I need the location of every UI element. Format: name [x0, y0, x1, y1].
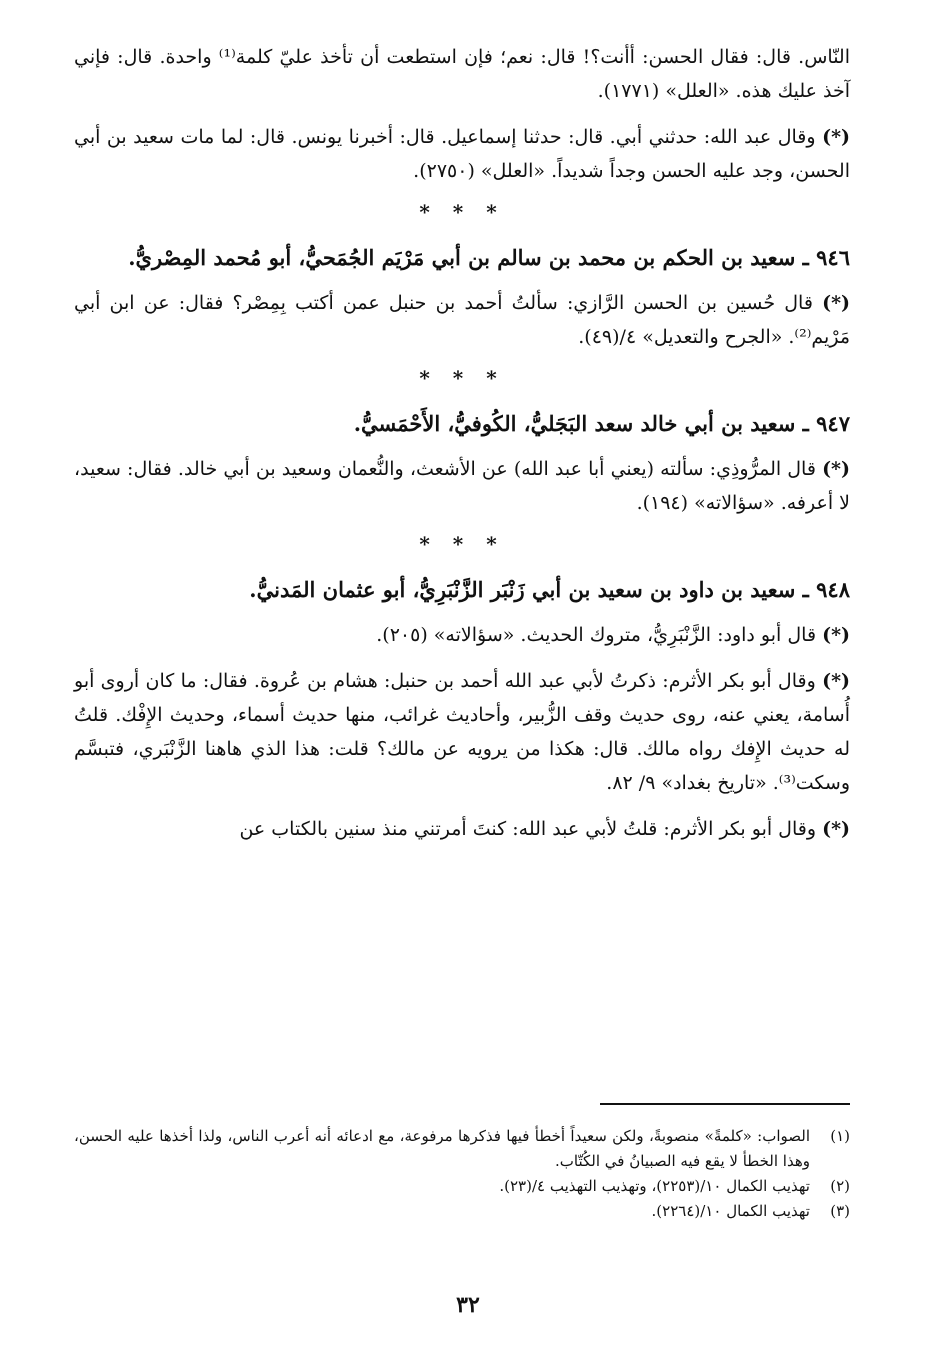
- section-separator: * * *: [419, 532, 505, 556]
- paragraph-text: وقال أبو بكر الأثرم: ذكرتُ لأبي عبد الله أحمد بن حنبل: هشام بن عُروة. فقال: ما كان أروى أبو أُسامة، يعني عنه، روى حديث وقف الزُّبير، وأحاديث غرائب، منها حديث أسماء، وحديث الإِفْك. قلتُ له حديث الإِفك رواه مالك. قال: هكذا من يرويه عن مالك؟ قلت: هذا الذي هاهنا الزَّنْبَري، فتبسَّم وسكت⁽³⁾. «تاريخ بغداد» ٩/ ٨٢.: [74, 670, 850, 794]
- paragraph: [74, 452, 850, 520]
- footnote-number: (٢): [830, 1177, 850, 1195]
- footnote-text: الصواب: «كلمةً» منصوبةً، ولكن سعيداً أخطأ فيها فذكرها مرفوعة، مع ادعائه أنه أعرب الناس، ولذا أخذها عليه الحسن، وهذا الخطأ لا يقع فيه الصبيانُ في الكُتّاب.: [74, 1127, 810, 1170]
- footnote-text: تهذيب الكمال ١٠/(٢٢٥٣)، وتهذيب التهذيب ٤/(٢٣).: [499, 1177, 810, 1195]
- paragraph: [74, 812, 850, 846]
- section-separator: * * *: [419, 200, 505, 224]
- paragraph-text: قال المرُّوذِي: سألته (يعني أبا عبد الله) عن الأشعث، والنُّعمان وسعيد بن أبي خالد. فقال: سعيد، لا أعرفه. «سؤالاته» (١٩٤).: [74, 458, 850, 514]
- paragraph-text: وقال عبد الله: حدثني أبي. قال: حدثنا إسماعيل. قال: أخبرنا يونس. قال: لما مات سعيد بن أبي الحسن، وجد عليه الحسن وجداً شديداً. «العلل» (٢٧٥٠).: [74, 126, 850, 182]
- paragraph-continuation: [74, 40, 850, 108]
- paragraph: [74, 664, 850, 800]
- star-marker: (*): [822, 624, 850, 646]
- footnote: [74, 1124, 850, 1174]
- paragraph-text: قال حُسين بن الحسن الرَّازي: سألتُ أحمد بن حنبل عمن أكتب بِمِصْر؟ فقال: عن ابن أبي مَرْيم⁽²⁾. «الجرح والتعديل» ٤/(٤٩).: [74, 292, 850, 348]
- footnote: [74, 1199, 850, 1224]
- paragraph-text: قال أبو داود: الزَّنْبَرِيُّ، متروك الحديث. «سؤالاته» (٢٠٥).: [376, 624, 817, 646]
- section-separator: * * *: [419, 366, 505, 390]
- footnote-text: تهذيب الكمال ١٠/(٢٢٦٤).: [651, 1202, 810, 1220]
- star-marker: (*): [822, 292, 850, 314]
- footnote: [74, 1174, 850, 1199]
- page-number: ٣٢: [456, 1292, 480, 1318]
- paragraph: [74, 120, 850, 188]
- star-marker: (*): [822, 670, 850, 692]
- entry-heading: ٩٤٦ ـ سعيد بن الحكم بن محمد بن سالم بن أبي مَرْيَم الجُمَحيُّ، أبو مُحمد المِصْريُّ.: [128, 245, 850, 270]
- star-marker: (*): [822, 126, 850, 148]
- page-body: [74, 40, 850, 858]
- paragraph-text: النّاس. قال: فقال الحسن: أأنت؟! قال: نعم؛ فإن استطعت أن تأخذ عليّ كلمة⁽¹⁾ واحدة. قال: فإني آخذ عليك هذه. «العلل» (١٧٧١).: [74, 46, 850, 102]
- star-marker: (*): [822, 818, 850, 840]
- paragraph: [74, 286, 850, 354]
- footnote-number: (٣): [830, 1202, 850, 1220]
- entry-heading: ٩٤٨ ـ سعيد بن داود بن سعيد بن أبي زَنْبَر الزَّنْبَرِيُّ، أبو عثمان المَدنيُّ.: [249, 577, 850, 602]
- paragraph: [74, 618, 850, 652]
- entry-heading: ٩٤٧ ـ سعيد بن أبي خالد سعد البَجَليُّ، الكُوفيُّ، الأَحْمَسيُّ.: [353, 411, 850, 436]
- footnote-divider: [600, 1103, 850, 1105]
- footnote-number: (١): [830, 1127, 850, 1145]
- star-marker: (*): [822, 458, 850, 480]
- footnotes: [74, 1124, 850, 1224]
- paragraph-text: وقال أبو بكر الأثرم: قلتُ لأبي عبد الله: كنتَ أمرتني منذ سنين بالكتاب عن: [239, 818, 817, 840]
